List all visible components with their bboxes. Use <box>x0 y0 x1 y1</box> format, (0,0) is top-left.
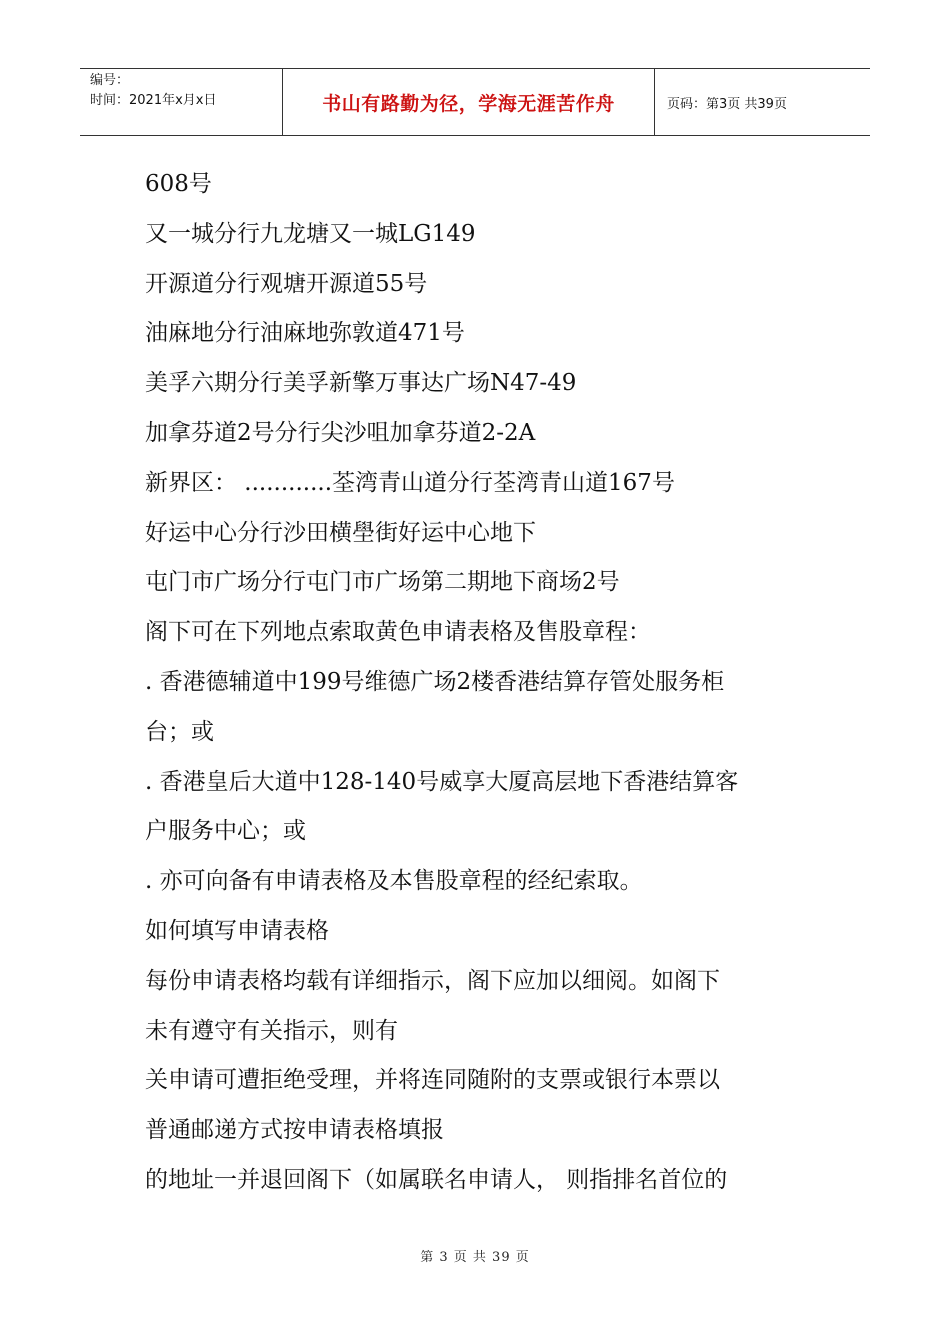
body-line: 阁下可在下列地点索取黄色申请表格及售股章程： <box>145 619 651 646</box>
body-line: . 香港皇后大道中128-140号威享大厦高层地下香港结算客 <box>145 768 739 795</box>
body-line: 普通邮递方式按申请表格填报 <box>145 1117 444 1144</box>
body-line: 美孚六期分行美孚新擎万事达广场N47-49 <box>145 370 577 397</box>
body-line: 屯门市广场分行屯门市广场第二期地下商场2号 <box>145 569 620 596</box>
document-date: 时间：2021年x月x日 <box>90 93 217 108</box>
body-line: 又一城分行九龙塘又一城LG149 <box>145 220 476 247</box>
body-line: 608号 <box>145 171 212 197</box>
body-line: 每份申请表格均载有详细指示，阁下应加以细阅。如阁下 <box>145 967 720 994</box>
body-line: 油麻地分行油麻地弥敦道471号 <box>145 320 465 347</box>
body-line: 加拿芬道2号分行尖沙咀加拿芬道2-2A <box>145 419 536 446</box>
body-line: 开源道分行观塘开源道55号 <box>145 270 428 297</box>
body-line: 的地址一并退回阁下（如属联名申请人， 则指排名首位的 <box>145 1166 728 1193</box>
header-meta <box>80 69 282 135</box>
body-line: 好运中心分行沙田横壆街好运中心地下 <box>145 519 536 546</box>
header-motto: 书山有路勤为径，学海无涯苦作舟 <box>282 69 655 135</box>
header-page-info: 页码：第3页 共39页 <box>667 96 787 112</box>
document-number: 编号： <box>90 73 130 88</box>
page-footer: 第 3 页 共 39 页 <box>420 1250 530 1265</box>
body-line: 新界区： ............荃湾青山道分行荃湾青山道167号 <box>145 469 675 496</box>
body-line: 台；或 <box>145 718 214 745</box>
body-line: . 亦可向备有申请表格及本售股章程的经纪索取。 <box>145 868 643 895</box>
document-body <box>145 160 815 1206</box>
body-line: 户服务中心；或 <box>145 818 306 845</box>
body-line: . 香港德辅道中199号维德广场2楼香港结算存管处服务柜 <box>145 668 725 695</box>
section-heading: 如何填写申请表格 <box>145 917 329 944</box>
page-header <box>80 68 870 136</box>
body-line: 关申请可遭拒绝受理，并将连同随附的支票或银行本票以 <box>145 1067 720 1094</box>
body-line: 未有遵守有关指示，则有 <box>145 1017 398 1044</box>
